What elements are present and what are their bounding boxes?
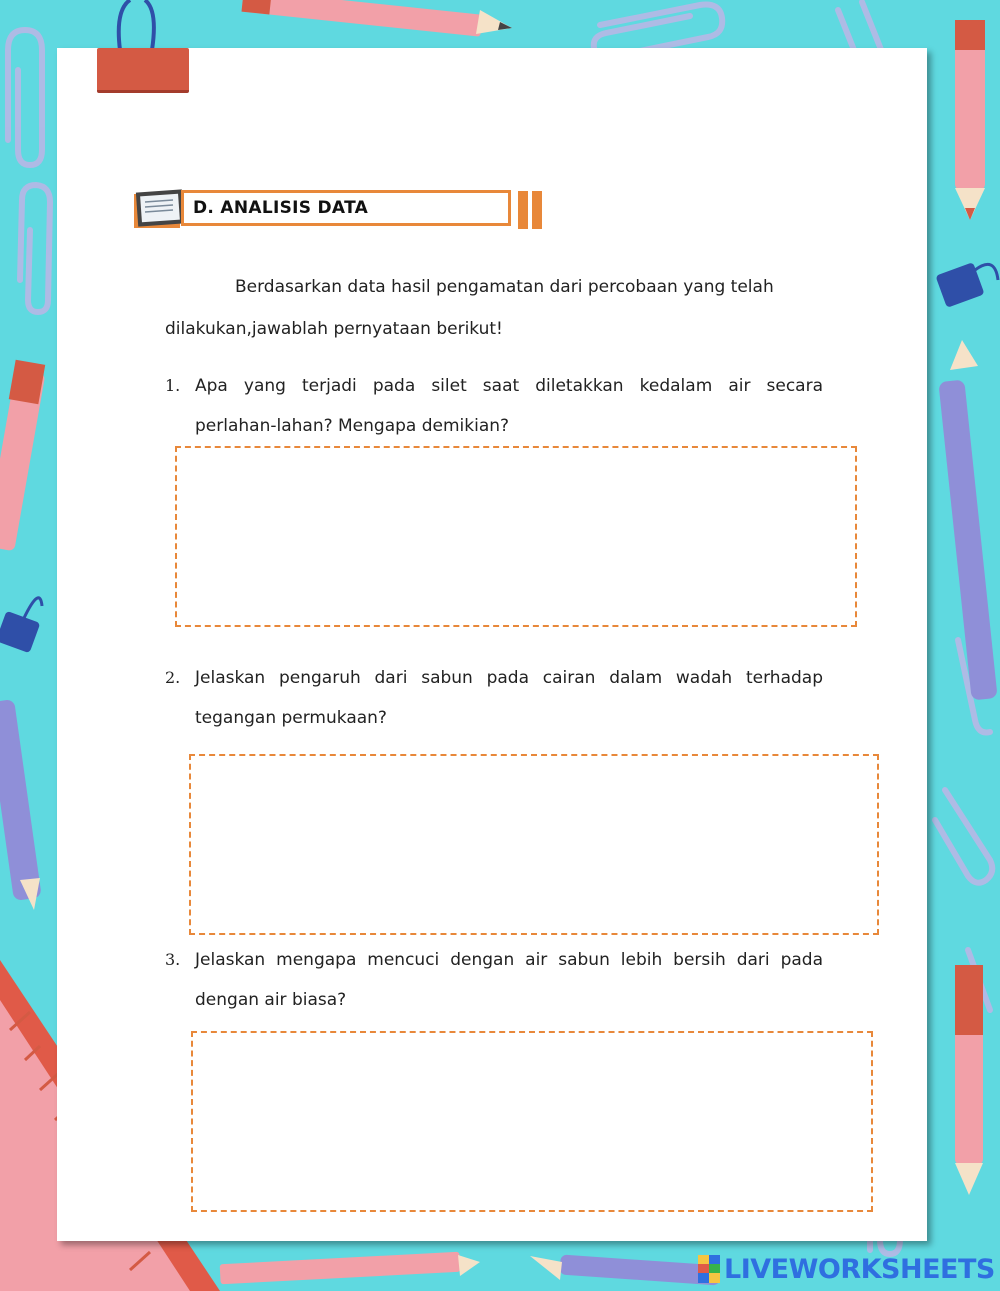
question-2-text-line-1: Jelaskan pengaruh dari sabun pada cairan dalam wadah terhadap (195, 668, 823, 688)
answer-box-2[interactable] (189, 754, 879, 935)
header-accent-bar (532, 191, 542, 229)
paperclip-icon (935, 790, 992, 883)
question-3-number: 3. (165, 950, 181, 969)
pencil-icon (241, 0, 512, 37)
binder-clip-icon (119, 0, 154, 50)
pencil-icon (955, 965, 983, 1195)
question-1-text-line-1: Apa yang terjadi pada silet saat diletakkan kedalam air secara (195, 376, 823, 396)
answer-box-3[interactable] (191, 1031, 873, 1212)
pen-icon (530, 1254, 721, 1285)
section-title: D. ANALISIS DATA (193, 198, 369, 218)
liveworksheets-brand: LIVEWORKSHEETS (724, 1253, 995, 1285)
question-2-number: 2. (165, 668, 181, 687)
question-3-text-line-2: dengan air biasa? (195, 990, 347, 1010)
question-1-text-line-2: perlahan-lahan? Mengapa demikian? (195, 416, 510, 436)
intro-line-1: Berdasarkan data hasil pengamatan dari percobaan yang telah (235, 277, 774, 297)
intro-line-2: dilakukan,jawablah pernyataan berikut! (165, 319, 503, 339)
paperclip-icon (20, 185, 50, 312)
liveworksheets-logo (698, 1252, 995, 1286)
liveworksheets-logo-icon (698, 1255, 720, 1283)
binder-clip-icon (0, 598, 42, 653)
section-header (131, 188, 545, 232)
question-1-number: 1. (165, 376, 181, 395)
paperclip-icon (8, 30, 42, 165)
binder-clip-icon (935, 262, 998, 308)
question-3-text-line-1: Jelaskan mengapa mencuci dengan air sabun lebih bersih dari pada (195, 950, 823, 970)
question-2-text-line-2: tegangan permukaan? (195, 708, 387, 728)
pen-icon (0, 699, 42, 910)
answer-box-1[interactable] (175, 446, 857, 627)
header-accent-bar (518, 191, 528, 229)
pen-icon (938, 340, 997, 700)
binder-clip (97, 48, 189, 93)
pencil-icon (955, 20, 985, 220)
pencil-icon (220, 1252, 480, 1285)
pencil-icon (0, 360, 45, 552)
